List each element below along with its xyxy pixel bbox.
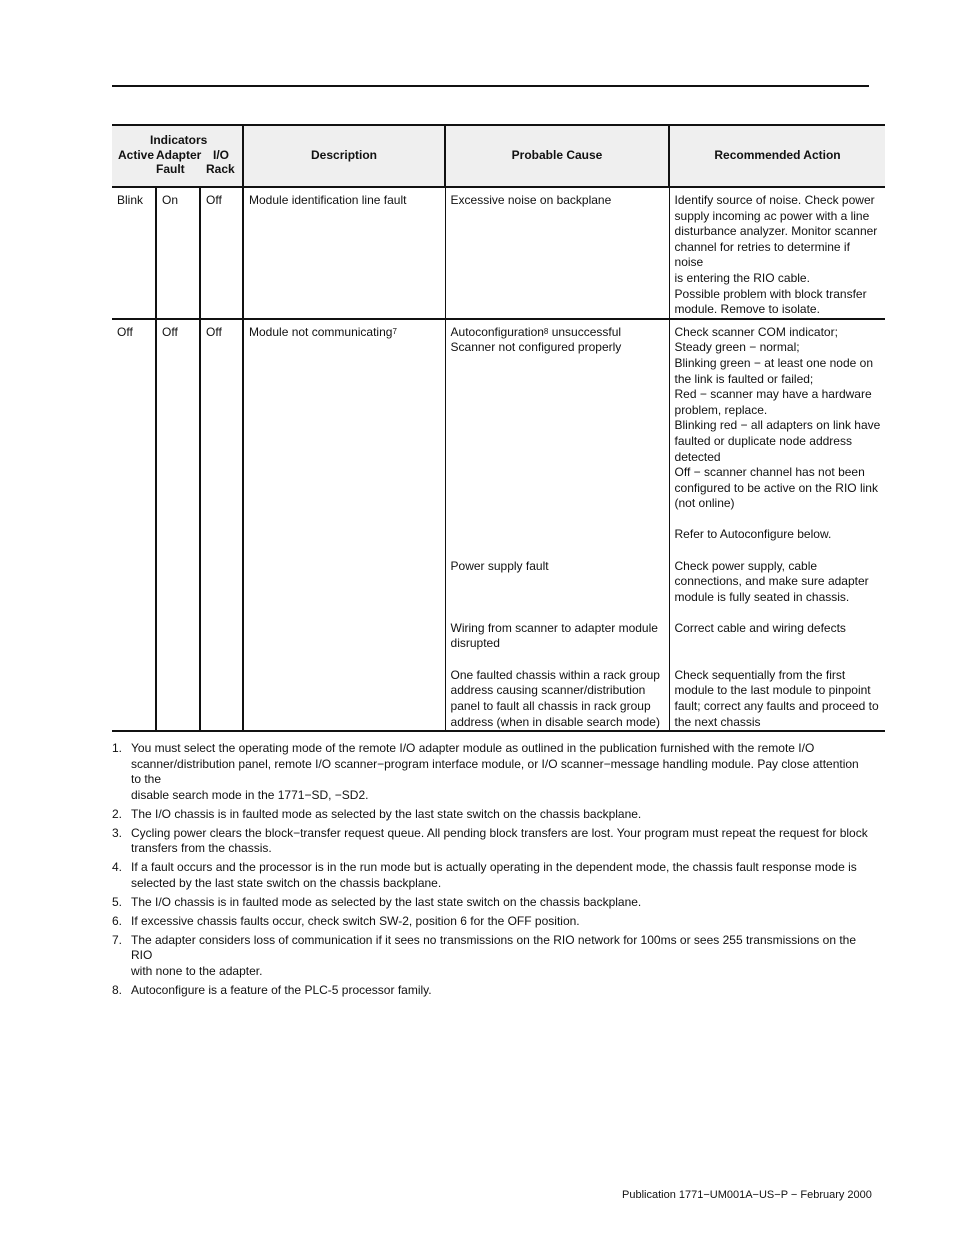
action-line: Steady green − normal; (674, 340, 800, 355)
footnote-number: 6. (112, 913, 123, 928)
cause-cell: Excessive noise on backplane (445, 187, 669, 319)
adapter-fault-cell: Off (156, 319, 200, 731)
footnote-line: Autoconfigure is a feature of the PLC-5 processor family. (131, 982, 432, 997)
top-rule (112, 85, 869, 87)
action-block (675, 325, 882, 559)
troubleshooting-table (112, 124, 885, 732)
action-line: Identify source of noise. Check power (674, 193, 875, 207)
action-line: Correct cable and wiring defects (674, 620, 846, 635)
footnotes-list (112, 741, 872, 1002)
action-line: detected (674, 449, 721, 464)
footnote-number: 1. (112, 741, 123, 755)
cause-text: address (when in disable search mode) (450, 714, 660, 729)
footnote-ref: 8 (543, 326, 549, 336)
action-line: Red − scanner may have a hardware (674, 387, 872, 402)
footnote-item (112, 807, 872, 823)
cause-text: disrupted (450, 636, 500, 651)
action-block (675, 559, 882, 621)
adapter-fault-cell: On (156, 187, 200, 319)
action-line: (not online) (674, 496, 735, 511)
footnote-line: selected by the last state switch on the chassis backplane. (131, 875, 442, 890)
footnote-item (112, 860, 872, 891)
action-line: connections, and make sure adapter (674, 574, 869, 589)
cause-text: Power supply fault (450, 558, 549, 573)
action-line: the next chassis (674, 714, 761, 729)
action-line: Possible problem with block transfer (674, 286, 867, 301)
footnote-number: 2. (112, 806, 123, 821)
indicators-header (112, 125, 243, 187)
footnote-line: Cycling power clears the block−transfer request queue. All pending block transfers are lost. Your program must repeat the request for block (131, 825, 868, 840)
cause-text: Autoconfiguration (450, 324, 544, 339)
action-line: Check scanner COM indicator; (674, 324, 838, 339)
cause-text: unsuccessful (548, 324, 622, 339)
action-block (675, 668, 882, 730)
publication-footer: Publication 1771−UM001A−US−P − February 2000 (622, 1189, 872, 1201)
footnote-line: transfers from the chassis. (131, 841, 272, 855)
cause-block (451, 325, 665, 559)
action-line: Check power supply, cable (674, 558, 818, 573)
cause-text: panel to fault all chassis in rack group (450, 698, 651, 713)
action-line: problem, replace. (674, 402, 768, 417)
footnote-item (112, 983, 872, 999)
probable-cause-header: Probable Cause (445, 125, 669, 187)
action-line: supply incoming ac power with a line (674, 208, 870, 223)
footnote-item (112, 933, 872, 980)
footnote-line: disable search mode in the 1771−SD, −SD2. (131, 787, 369, 802)
action-line: channel for retries to determine if noise (674, 239, 850, 270)
footnote-item (112, 914, 872, 930)
cause-text: Scanner not configured properly (450, 340, 622, 355)
cause-block (451, 668, 665, 730)
io-rack-cell: Off (200, 319, 243, 731)
description-text: Module not communicating (249, 324, 393, 339)
fault-label: Fault (156, 162, 185, 176)
footnote-line: with none to the adapter. (131, 963, 263, 978)
cause-cell (445, 319, 669, 731)
footnote-number: 7. (112, 932, 123, 947)
active-label: Active (118, 147, 155, 162)
action-line: the link is faulted or failed; (674, 371, 814, 386)
cause-block (451, 559, 665, 621)
cause-text: address causing scanner/distribution (450, 683, 646, 698)
rack-label: Rack (206, 162, 235, 176)
footnote-item (112, 826, 872, 857)
recommended-action-header: Recommended Action (669, 125, 885, 187)
footnote-line: You must select the operating mode of the remote I/O adapter module as outlined in the publication furnished with the remote I/O (131, 741, 815, 755)
description-cell (243, 319, 445, 731)
table-row (112, 187, 885, 319)
footnote-item (112, 741, 872, 803)
action-line: faulted or duplicate node address (674, 433, 852, 448)
action-line: Off − scanner channel has not been (674, 465, 865, 480)
action-line: Blinking green − at least one node on (674, 355, 873, 370)
active-cell: Off (112, 319, 156, 731)
footnote-number: 4. (112, 860, 123, 874)
description-header: Description (243, 125, 445, 187)
action-line: Refer to Autoconfigure below. (674, 527, 832, 542)
footnote-number: 8. (112, 982, 123, 997)
cause-text: Wiring from scanner to adapter module (450, 620, 658, 635)
footnote-number: 5. (112, 894, 123, 909)
adapter-label: Adapter (156, 147, 202, 162)
footnote-number: 3. (112, 825, 123, 840)
action-line: disturbance analyzer. Monitor scanner (674, 224, 878, 239)
action-line: Blinking red − all adapters on link have (674, 418, 881, 433)
footnote-line: The I/O chassis is in faulted mode as selected by the last state switch on the chassis backplane. (131, 806, 642, 821)
footnote-line: scanner/distribution panel, remote I/O scanner−program interface module, or I/O scanner−message handling module. Pay close attention to the (131, 756, 859, 786)
action-cell (669, 187, 885, 319)
action-line: module. Remove to isolate. (674, 302, 820, 317)
cause-text: One faulted chassis within a rack group (450, 667, 660, 682)
action-block (675, 621, 882, 668)
indicators-label: Indicators (150, 133, 208, 147)
action-line: fault; correct any faults and proceed to (674, 698, 879, 713)
action-line: Check sequentially from the first (674, 667, 846, 682)
description-cell: Module identification line fault (243, 187, 445, 319)
action-line: configured to be active on the RIO link (674, 480, 878, 495)
footnote-line: If excessive chassis faults occur, check switch SW-2, position 6 for the OFF position. (131, 913, 580, 928)
action-line: is entering the RIO cable. (674, 270, 810, 285)
io-rack-cell: Off (200, 187, 243, 319)
table-header-row (112, 125, 885, 187)
active-cell: Blink (112, 187, 156, 319)
table-row (112, 319, 885, 731)
footnote-line: The I/O chassis is in faulted mode as selected by the last state switch on the chassis backplane. (131, 894, 642, 909)
action-line: module is fully seated in chassis. (674, 589, 850, 604)
action-cell (669, 319, 885, 731)
footnote-ref: 7 (392, 326, 397, 336)
spacer (675, 512, 882, 528)
footnote-line: If a fault occurs and the processor is in the run mode but is actually operating in the dependent mode, the chassis fault response mode is (131, 860, 857, 874)
io-label: I/O (213, 147, 230, 162)
footnote-item (112, 895, 872, 911)
cause-block (451, 621, 665, 668)
footnote-line: The adapter considers loss of communication if it sees no transmissions on the RIO network for 100ms or sees 255 transmissions on the RIO (131, 932, 857, 962)
action-line: module to the last module to pinpoint (674, 683, 871, 698)
